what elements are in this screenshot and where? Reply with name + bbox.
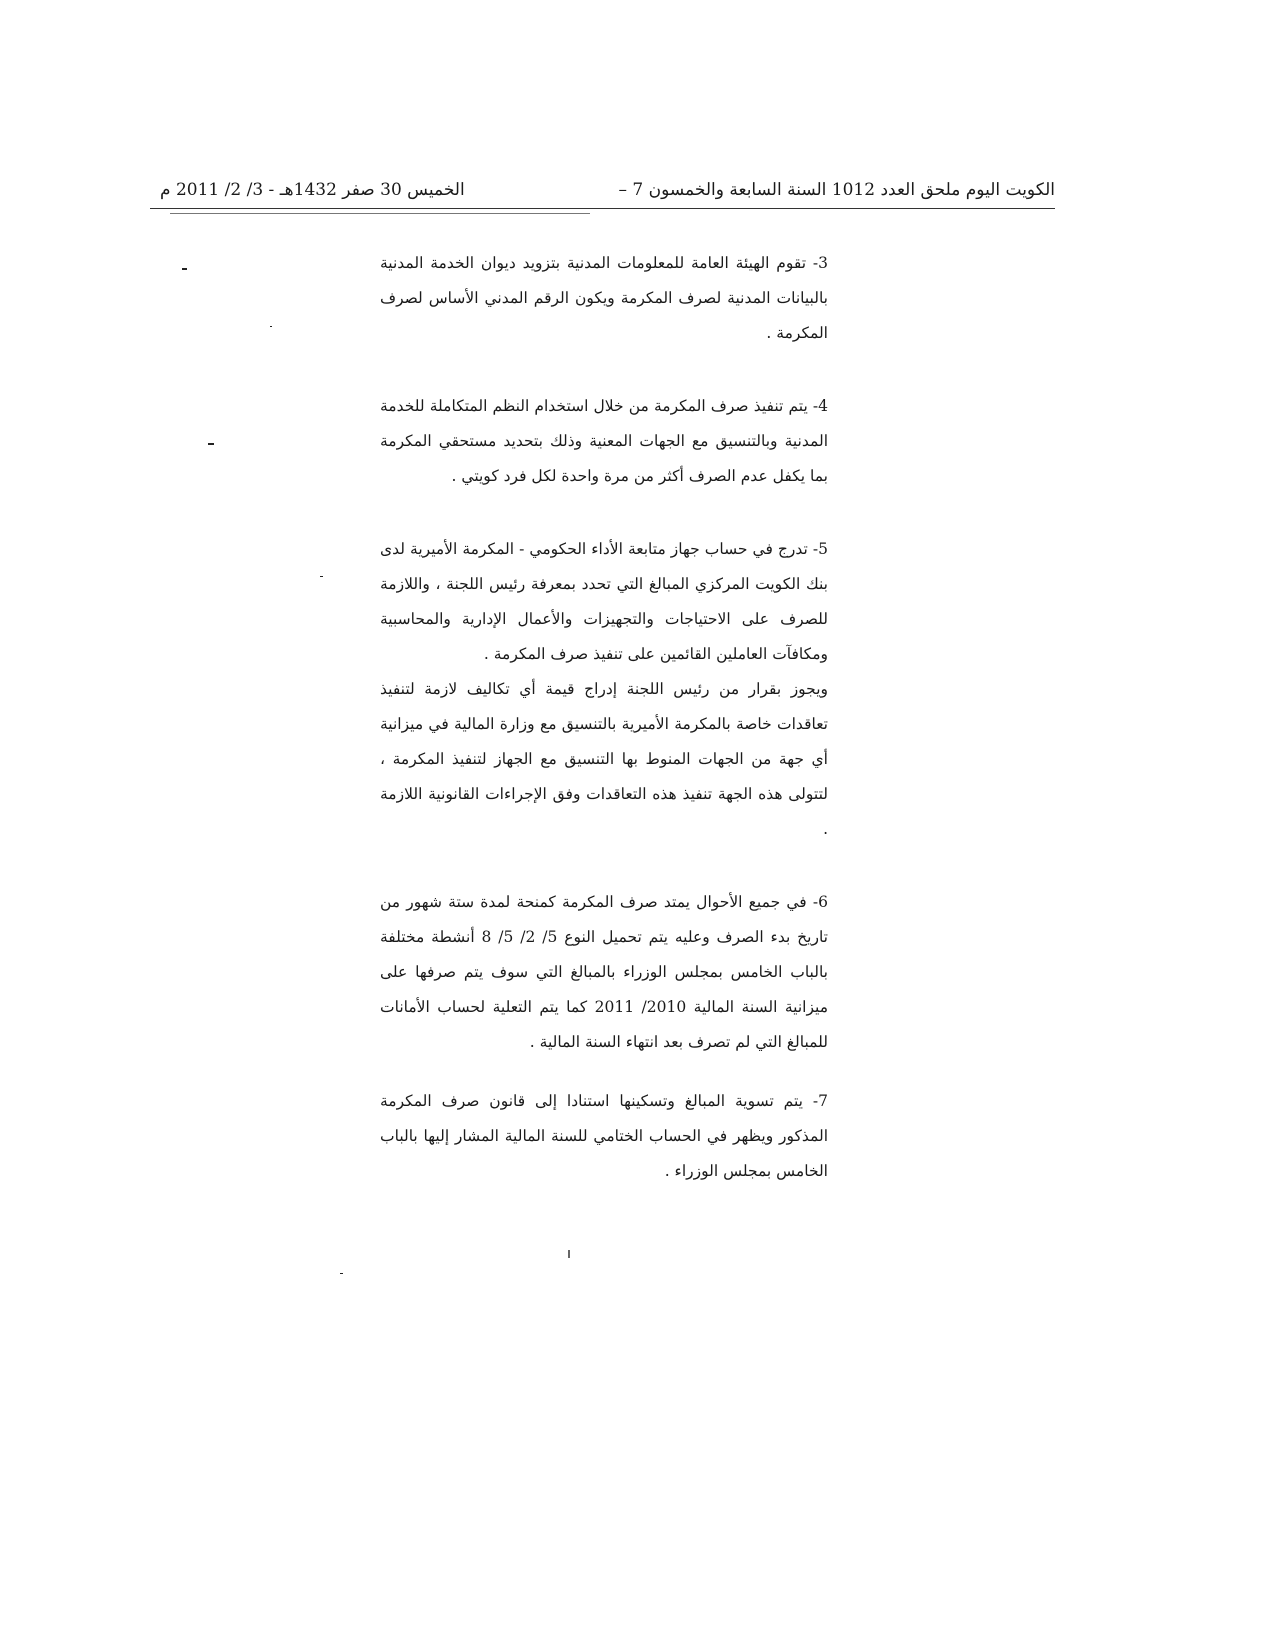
clause-6: 6- في جميع الأحوال يمتد صرف المكرمة كمنحة لمدة ستة شهور من تاريخ بدء الصرف وعليه يتم تحميل النوع 5/ 2/ 5/ 8 أنشطة مختلفة بالباب الخامس بمجلس الوزراء بالمبالغ التي سوف يتم صرفها على ميزانية السنة المالية 2010/ 2011 كما يتم التعلية لحساب الأمانات للمبالغ التي لم تصرف بعد انتهاء السنة المالية . <box>380 893 828 1051</box>
publication-title: الكويت اليوم ملحق العدد 1012 السنة السابعة والخمسون <box>648 180 1055 200</box>
document-body <box>380 246 828 1189</box>
scan-speck <box>182 268 187 270</box>
scan-speck <box>270 326 272 327</box>
clause-5-continuation: ويجوز بقرار من رئيس اللجنة إدراج قيمة أي تكاليف لازمة لتنفيذ تعاقدات خاصة بالمكرمة الأميرية بالتنسيق مع وزارة المالية في ميزانية أي جهة من الجهات المنوط بها التنسيق مع الجهاز لتنفيذ المكرمة ، لتتولى هذه الجهة تنفيذ هذه التعاقدات وفق الإجراءات القانونية اللازمة . <box>380 680 828 838</box>
scan-speck <box>568 1250 570 1258</box>
header-date: الخميس 30 صفر 1432هـ - 3/ 2/ 2011 م <box>160 180 465 200</box>
scan-speck <box>208 443 214 445</box>
header-rule-top <box>150 208 1055 209</box>
clause-4: 4- يتم تنفيذ صرف المكرمة من خلال استخدام النظم المتكاملة للخدمة المدنية وبالتنسيق مع الجهات المعنية وذلك بتحديد مستحقي المكرمة بما يكفل عدم الصرف أكثر من مرة واحدة لكل فرد كويتي . <box>380 397 828 485</box>
scan-speck <box>320 576 323 577</box>
page-header <box>160 180 1055 210</box>
clause-3: 3- تقوم الهيئة العامة للمعلومات المدنية بتزويد ديوان الخدمة المدنية بالبيانات المدنية لصرف المكرمة ويكون الرقم المدني الأساس لصرف المكرمة . <box>380 254 828 342</box>
header-rule-bottom <box>170 213 590 214</box>
header-publication-line <box>604 180 1055 200</box>
clause-7: 7- يتم تسوية المبالغ وتسكينها استنادا إلى قانون صرف المكرمة المذكور ويظهر في الحساب الختامي للسنة المالية المشار إليها بالباب الخامس بمجلس الوزراء . <box>380 1092 828 1180</box>
scan-speck <box>340 1273 343 1274</box>
page-number: 7 – <box>618 180 644 200</box>
clause-5: 5- تدرج في حساب جهاز متابعة الأداء الحكومي - المكرمة الأميرية لدى بنك الكويت المركزي المبالغ التي تحدد بمعرفة رئيس اللجنة ، واللازمة للصرف على الاحتياجات والتجهيزات والأعمال الإدارية والمحاسبية ومكافآت العاملين القائمين على تنفيذ صرف المكرمة . <box>380 540 828 663</box>
